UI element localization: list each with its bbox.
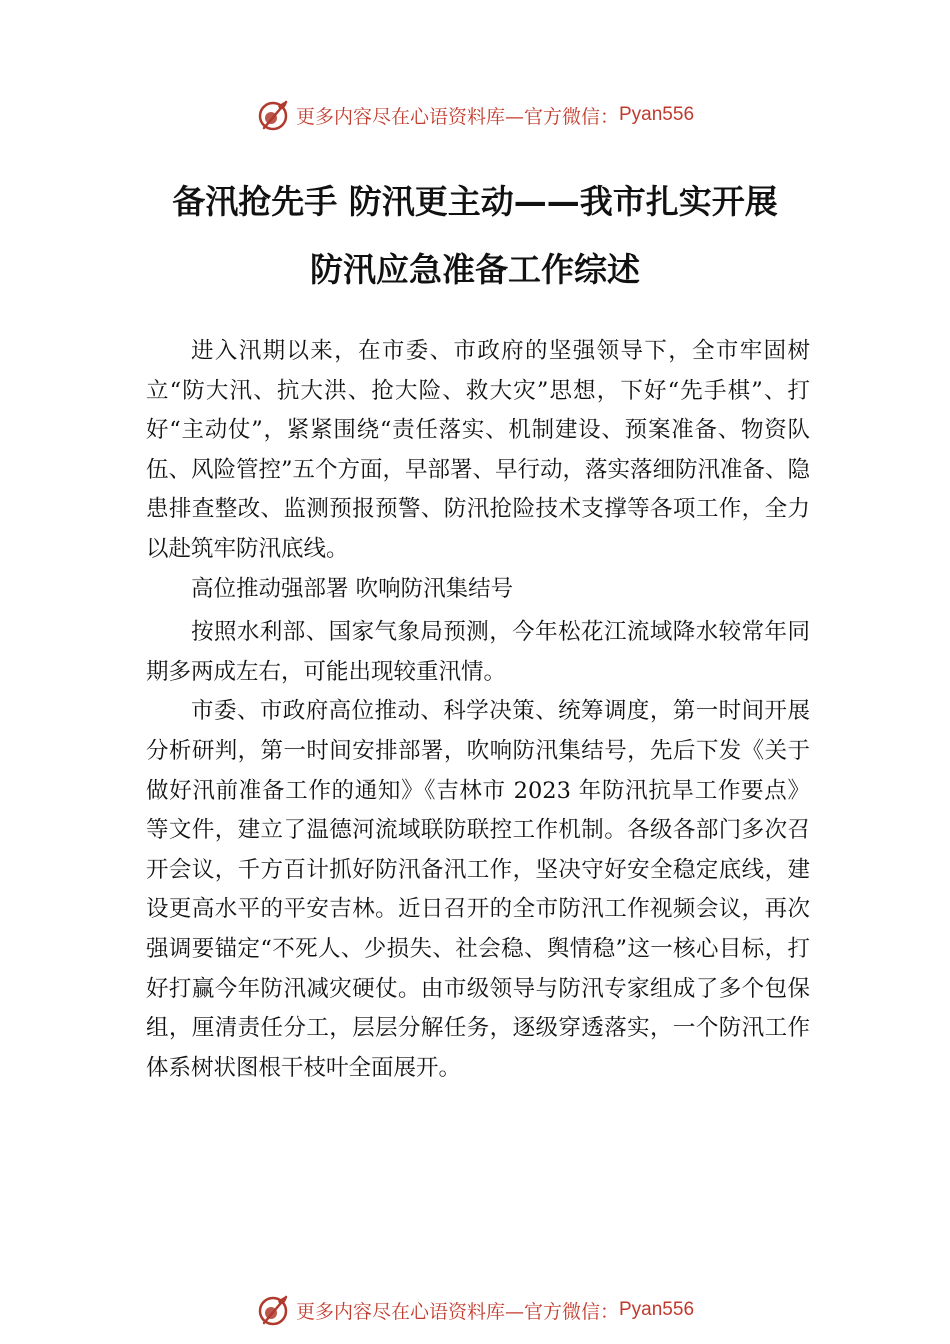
footer-banner xyxy=(0,1290,950,1330)
paragraph-intro: 进入汛期以来，在市委、市政府的坚强领导下，全市牢固树立“防大汛、抗大洪、抢大险、救大灾”思想，下好“先手棋”、打好“主动仗”，紧紧围绕“责任落实、机制建设、预案准备、物资队伍、风险管控”五个方面，早部署、早行动，落实落细防汛准备、隐患排查整改、监测预报预警、防汛抢险技术支撑等各项工作，全力以赴筑牢防汛底线。 xyxy=(146,338,811,562)
quill-seal-icon xyxy=(256,98,290,132)
paragraph-deployment: 市委、市政府高位推动、科学决策、统筹调度，第一时间开展分析研判，第一时间安排部署，吹响防汛集结号，先后下发《关于做好汛前准备工作的通知》《吉林市 2023 年防汛抗旱工作要点》等文件，建立了温德河流域联防联控工作机制。各级各部门多次召开会议，千方百计抓好防汛备汛工作，坚决守好安全稳定底线，建设更高水平的平安吉林。近日召开的全市防汛工作视频会议，再次强调要锚定“不死人、少损失、社会稳、舆情稳”这一核心目标，打好打赢今年防汛减灾硬仗。由市级领导与防汛专家组成了多个包保组，厘清责任分工，层层分解任务，逐级穿透落实，一个防汛工作体系树状图根干枝叶全面展开。 xyxy=(146,698,810,1081)
quill-seal-icon xyxy=(256,1293,290,1327)
banner-wechat-id: Pyan556 xyxy=(619,104,695,125)
article-title-line-1: 备汛抢先手 防汛更主动——我市扎实开展 xyxy=(172,182,778,221)
header-banner xyxy=(0,95,950,135)
banner-slogan: 更多内容尽在心语资料库—官方微信： xyxy=(295,1300,619,1323)
banner-slogan: 更多内容尽在心语资料库—官方微信： xyxy=(295,105,619,128)
banner-wechat-id: Pyan556 xyxy=(619,1299,695,1320)
article-title xyxy=(100,168,850,304)
article-body xyxy=(146,332,810,1088)
section-subheading: 高位推动强部署 吹响防汛集结号 xyxy=(191,575,514,602)
article-title-line-2: 防汛应急准备工作综述 xyxy=(310,250,640,289)
paragraph-forecast: 按照水利部、国家气象局预测，今年松花江流域降水较常年同期多两成左右，可能出现较重汛情。 xyxy=(146,619,810,685)
